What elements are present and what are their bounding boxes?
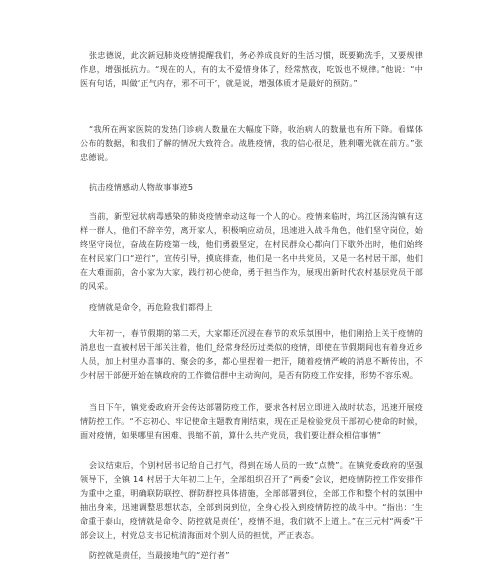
section-heading-prevention-is-responsibility: 防控就是责任，当最接地气的“逆行者” bbox=[89, 550, 230, 560]
section-heading-epidemic-is-order: 疫情就是命令，再危险我们都得上 bbox=[89, 302, 213, 312]
paragraph-new-year-day-one: 大年初一，春节假期的第二天，大家都还沉浸在春节的欢乐氛围中，他们刚拾上关于疫情的消息也一直被村居干部关注着，他们_经常身经历过类似的疫情，即使在节假期间也有着身近乡人员，加上村里办喜事的、聚会的多，都心里捏着一把汗，随着疫情严峻的消息不断传出，不少村居干部便开始在镇政府的工作微信群中主动询问，是否有防疫工作安排，形势不容乐观。 bbox=[80, 328, 423, 380]
section-heading-story-5: 抗击疫情感动人物故事事迹5 bbox=[89, 182, 194, 192]
paragraph-after-meeting: 会议结束后，个别村居书记给自己打气，得到在场人员的一致“点赞”。在镇党委政府的坚强领导下，全镇 14 村居于大年初二上午，全部组织召开了“两委”会议，把疫情防控工作安排作为重中之重，明确联防联控、群防群控具体措施，全部部署到位，全部工作和整个村的氛围中抽出身来，迅速调整思想状态，全部到岗到位，全身心投入到疫情防控的战斗中。“指出：‘生命重于泰山，疫情就是命令、防控就是责任’，疫情不退，我们就不上道上。”在三元村“两委”干部会议上，村党总支书记杭清海面对个别人员的担忧，严正表态。 bbox=[80, 460, 423, 540]
paragraph-zhang-zhongde-habits: 张忠德说，此次新冠肺炎疫情提醒我们，务必养成良好的生活习惯，既要勤洗手，又要规律作息，增强抵抗力。“现在的人，有的太不爱惜身体了，经常熬夜，吃饭也不规律。”他说：“中医有句话，叫做‘正气内存，邪不可干’，就是说，增强体质才是最好的预防。” bbox=[80, 50, 423, 88]
paragraph-wujiang-tanggou-intro: 当前，新型冠状病毒感染的肺炎疫情牵动这每一个人的心。疫情来临时，坞江区汤沟镇有这样一群人，他们不辞辛劳，离开家人，积极响应动员，迅速进入战斗角色，他们坚守岗位，始终坚守岗位，奋战在防疫第一线，他们勇毅坚定，在村民群众心都向门下歇外出时，他们始终在村民家门口“逆行”，宣传引导，摸底排查，他们是一名中共党员，又是一名村居干部，他们在大难面前，舍小家为大家，践行初心使命，勇于担当作为，展现出新时代农村基层党员干部的风采。 bbox=[80, 211, 423, 291]
paragraph-zhang-zhongde-confidence: “我所在两家医院的发热门诊病人数量在大幅度下降，收治病人的数量也有所下降。看媒体公布的数据，和我们了解的情况大致符合。战胜疫情，我的信心很足，胜利曙光就在前方。”张忠德说。 bbox=[80, 124, 423, 162]
paragraph-afternoon-meeting: 当日下午，镇党委政府开会传达部署防疫工作，要求各村居立即进入战时状态，迅速开展疫情防控工作。“不忘初心、牢记使命主题教育刚结束，现在正是检验党员干部初心使命的时候，面对疫情，如果哪里有困难、畏缩不前，算什么共产党员，我们要让群众相信事情” bbox=[80, 402, 423, 440]
